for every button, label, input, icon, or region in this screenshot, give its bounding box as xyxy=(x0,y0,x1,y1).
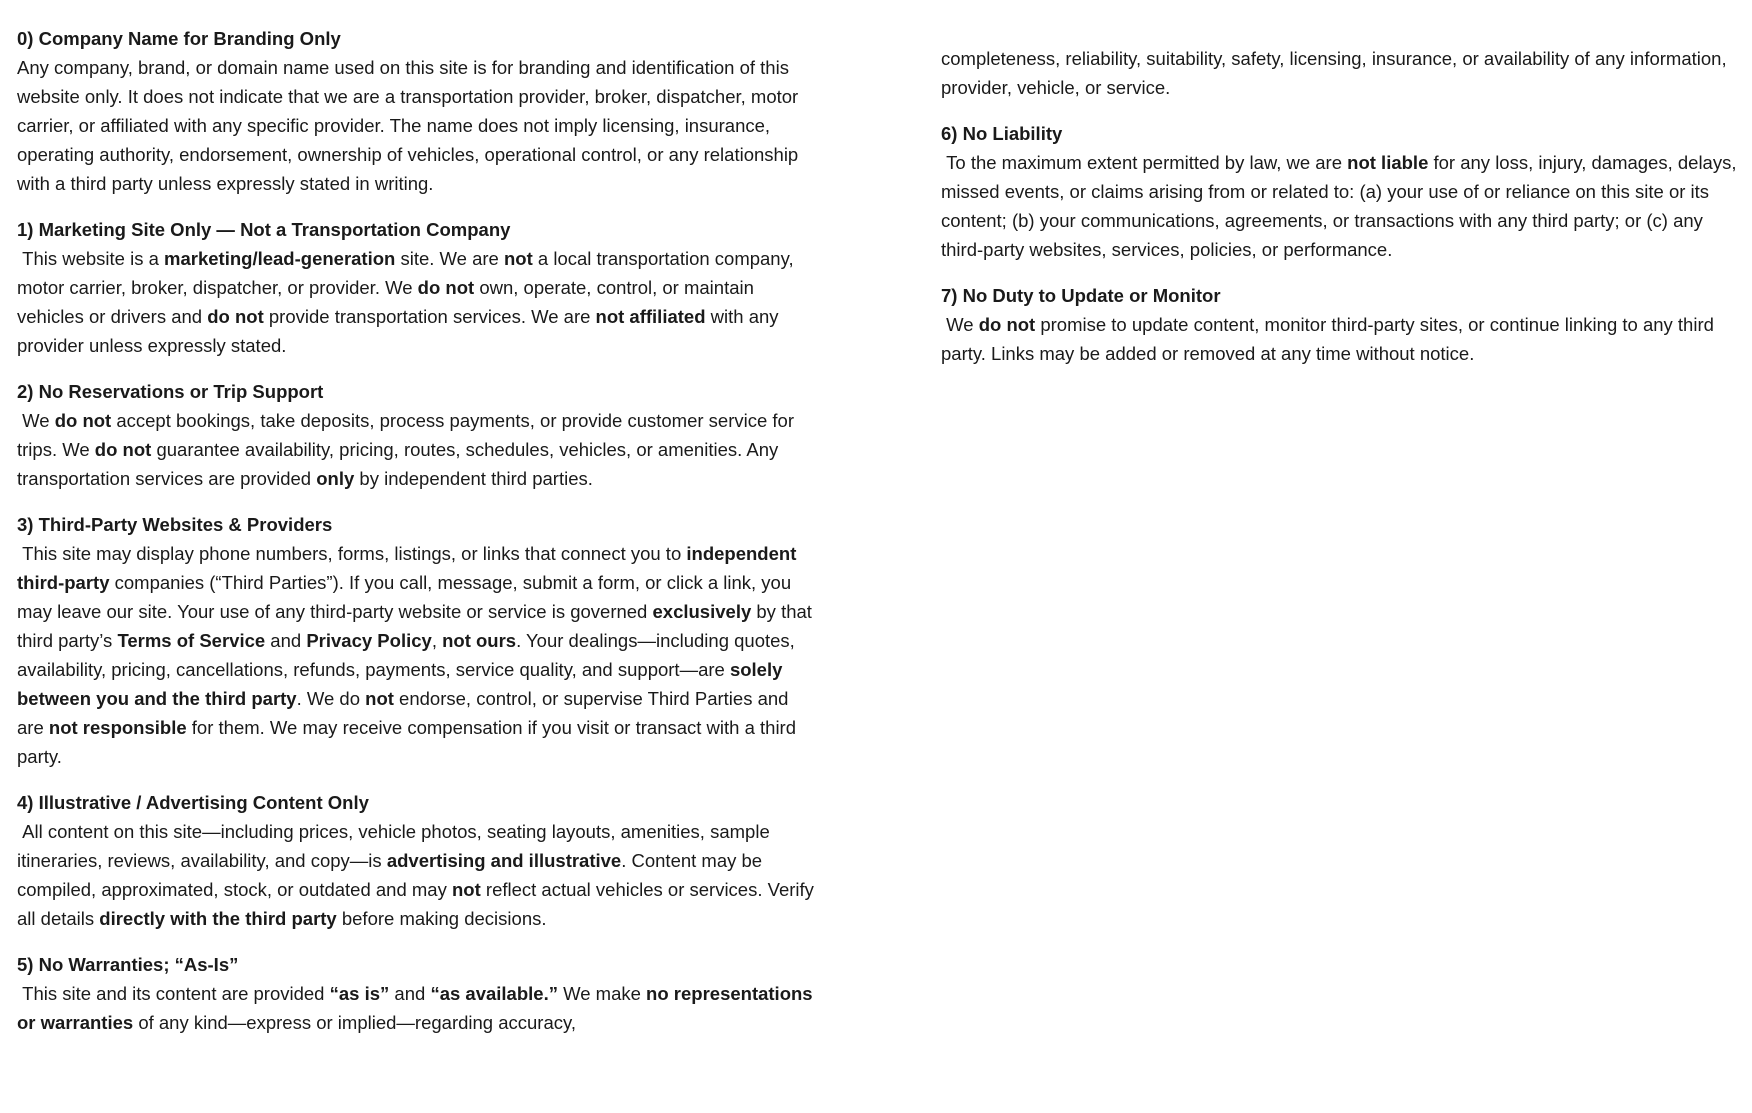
bold-text-segment: not xyxy=(504,248,533,269)
text-segment: with any provider unless expressly stated. xyxy=(17,306,784,356)
section-heading: 6) No Liability xyxy=(941,123,1063,144)
section xyxy=(17,788,818,933)
text-segment: All content on this site—including prices, vehicle photos, seating layouts, amenities, sample itineraries, reviews, availability, and copy—is xyxy=(17,821,775,871)
text-segment: of any kind—express or implied—regarding accuracy, xyxy=(133,1012,577,1033)
section-body xyxy=(17,817,818,933)
text-segment: endorse, control, or supervise Third Parties and are xyxy=(17,688,794,738)
bold-text-segment: not affiliated xyxy=(595,306,706,327)
text-segment: own, operate, control, or maintain vehicles or drivers and xyxy=(17,277,760,327)
section-heading: 3) Third-Party Websites & Providers xyxy=(17,514,333,535)
text-segment: by that third party’s xyxy=(17,601,818,651)
bold-text-segment: not ours xyxy=(442,630,517,651)
bold-text-segment: advertising and illustrative xyxy=(386,850,622,871)
text-segment: Any company, brand, or domain name used on this site is for branding and identification of this website only. It does not indicate that we are a transportation provider, broker, dispatcher, motor carrier, or affiliated with any specific provider. The name does not imply licensing, insurance, operating authority, endorsement, ownership of vehicles, operational control, or any relationship with a third party unless expressly stated in writing. xyxy=(17,57,804,194)
text-segment: companies (“Third Parties”). If you call, message, submit a form, or click a link, you may leave our site. Your use of any third-party website or service is governed xyxy=(17,572,797,622)
section xyxy=(941,119,1742,264)
text-segment: and xyxy=(389,983,431,1004)
bold-text-segment: do not xyxy=(94,439,152,460)
text-segment: promise to update content, monitor third-party sites, or continue linking to any third party. Links may be added or removed at any time without notice. xyxy=(941,314,1720,364)
section-body xyxy=(941,44,1742,102)
bold-text-segment: marketing/lead-generation xyxy=(164,248,396,269)
section-body xyxy=(17,406,818,493)
bold-text-segment: not xyxy=(452,879,481,900)
bold-text-segment: do not xyxy=(207,306,264,327)
bold-text-segment: not responsible xyxy=(48,717,187,738)
text-segment: We xyxy=(17,410,55,431)
section-body xyxy=(941,148,1742,264)
text-segment: for any loss, injury, damages, delays, missed events, or claims arising from or related to: (a) your use of or reliance on this site or its content; (b) your communications, agreements, or transactions with any third party; or (c) any third-party websites, services, policies, or performance. xyxy=(941,152,1742,260)
text-segment: before making decisions. xyxy=(336,908,547,929)
bold-text-segment: Privacy Policy xyxy=(306,630,432,651)
text-segment: guarantee availability, pricing, routes, schedules, vehicles, or amenities. Any transportation services are provided xyxy=(17,439,784,489)
text-segment: completeness, reliability, suitability, safety, licensing, insurance, or availability of any information, provider, vehicle, or service. xyxy=(941,48,1732,98)
section xyxy=(17,510,818,771)
text-segment: This website is a xyxy=(17,248,165,269)
section xyxy=(17,215,818,360)
text-segment: provide transportation services. We are xyxy=(263,306,596,327)
text-segment: This site and its content are provided xyxy=(17,983,330,1004)
bold-text-segment: exclusively xyxy=(652,601,752,622)
bold-text-segment: not liable xyxy=(1347,152,1429,173)
bold-text-segment: do not xyxy=(417,277,475,298)
text-segment: . We do xyxy=(296,688,366,709)
text-segment: for them. We may receive compensation if you visit or transact with a third party. xyxy=(17,717,802,767)
text-segment: We xyxy=(941,314,979,335)
section-heading: 5) No Warranties; “As-Is” xyxy=(17,954,239,975)
bold-text-segment: independent third-party xyxy=(17,543,802,593)
column-left xyxy=(17,24,818,1054)
text-segment: , xyxy=(431,630,443,651)
section-body xyxy=(17,979,818,1037)
text-segment: site. We are xyxy=(395,248,504,269)
section-heading: 0) Company Name for Branding Only xyxy=(17,28,341,49)
text-segment: . Content may be compiled, approximated, stock, or outdated and may xyxy=(17,850,768,900)
bold-text-segment: do not xyxy=(54,410,112,431)
section-heading: 7) No Duty to Update or Monitor xyxy=(941,285,1221,306)
bold-text-segment: directly with the third party xyxy=(99,908,337,929)
text-segment: by independent third parties. xyxy=(354,468,593,489)
bold-text-segment: “as is” xyxy=(329,983,390,1004)
column-right xyxy=(941,24,1742,385)
text-segment: accept bookings, take deposits, process payments, or provide customer service for trips. We xyxy=(17,410,800,460)
section-heading: 4) Illustrative / Advertising Content Only xyxy=(17,792,369,813)
section-heading: 1) Marketing Site Only — Not a Transportation Company xyxy=(17,219,511,240)
section-body xyxy=(17,539,818,771)
text-segment: a local transportation company, motor carrier, broker, dispatcher, or provider. We xyxy=(17,248,799,298)
section xyxy=(17,377,818,493)
text-segment: This site may display phone numbers, forms, listings, or links that connect you to xyxy=(17,543,687,564)
text-segment: . Your dealings—including quotes, availability, pricing, cancellations, refunds, payments, service quality, and support—are xyxy=(17,630,800,680)
bold-text-segment: Terms of Service xyxy=(117,630,266,651)
bold-text-segment: only xyxy=(316,468,355,489)
section-body xyxy=(941,310,1742,368)
text-segment: We make xyxy=(557,983,647,1004)
section xyxy=(17,24,818,198)
section-body xyxy=(17,244,818,360)
section-body xyxy=(17,53,818,198)
text-segment: To the maximum extent permitted by law, we are xyxy=(941,152,1348,173)
bold-text-segment: not xyxy=(365,688,394,709)
section xyxy=(941,281,1742,368)
bold-text-segment: no representations or warranties xyxy=(17,983,818,1033)
bold-text-segment: do not xyxy=(978,314,1036,335)
text-segment: reflect actual vehicles or services. Verify all details xyxy=(17,879,820,929)
bold-text-segment: solely between you and the third party xyxy=(17,659,788,709)
bold-text-segment: “as available.” xyxy=(430,983,558,1004)
section xyxy=(941,44,1742,102)
text-segment: and xyxy=(265,630,307,651)
section xyxy=(17,950,818,1037)
section-heading: 2) No Reservations or Trip Support xyxy=(17,381,324,402)
